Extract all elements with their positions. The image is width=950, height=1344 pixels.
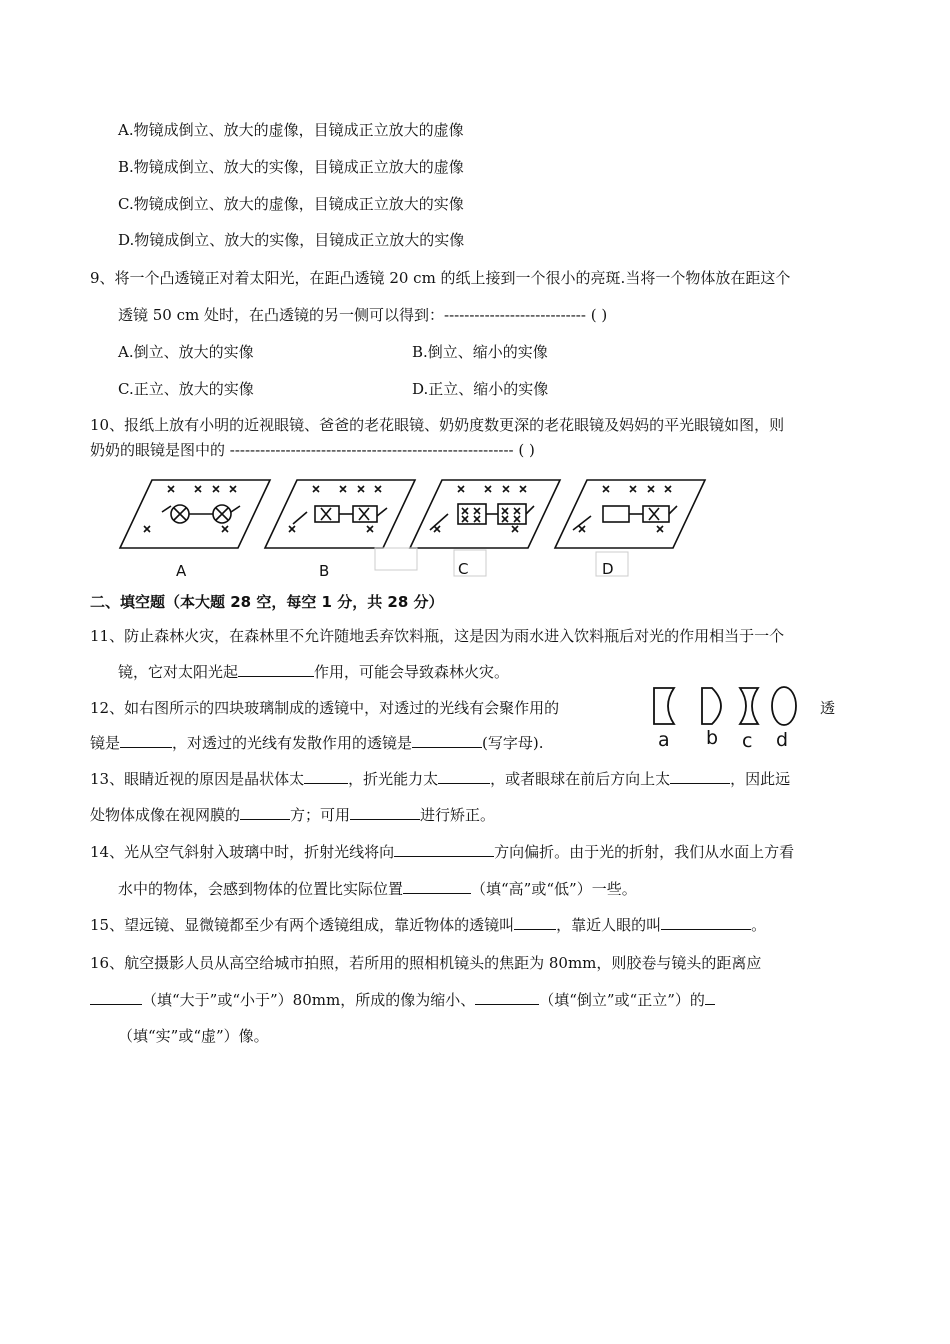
lens-label-b: b — [706, 727, 719, 749]
q9-option-b: B.倒立、缩小的实像 — [412, 343, 548, 361]
q8-option-a: A.物镜成倒立、放大的虚像，目镜成正立放大的虚像 — [118, 121, 464, 139]
q16-stem-line1: 16、航空摄影人员从高空给城市拍照，若所用的照相机镜头的焦距为 80mm，则胶卷与镜头的距离应 — [90, 954, 762, 972]
q13-blank-2[interactable] — [438, 769, 490, 784]
q15-blank-1[interactable] — [514, 915, 556, 930]
q8-option-b: B.物镜成倒立、放大的实像，目镜成正立放大的虚像 — [118, 158, 464, 176]
q11-stem-line2: 镜，它对太阳光起 作用，可能会导致森林火灾。 — [118, 663, 510, 681]
fig-label-c: C — [458, 560, 469, 578]
q16-blank-1[interactable] — [90, 990, 142, 1005]
lens-a-shape — [654, 688, 674, 724]
fig-label-b: B — [319, 562, 330, 580]
panel-c — [410, 480, 560, 548]
q10-stem-line2: 奶奶的眼镜是图中的 -------------------------------------------------------- ( ) — [90, 441, 535, 459]
q9-option-d: D.正立、缩小的实像 — [412, 380, 549, 398]
q11-stem-line1: 11、防止森林火灾，在森林里不允许随地丢弃饮料瓶，这是因为雨水进入饮料瓶后对光的作用相当于一个 — [90, 627, 785, 645]
lens-d-shape — [772, 687, 796, 725]
q13-stem-line2: 处物体成像在视网膜的 方；可用 进行矫正。 — [90, 806, 496, 824]
section-2-heading: 二、填空题（本大题 28 空，每空 1 分，共 28 分） — [90, 593, 444, 611]
q15-stem: 15、望远镜、显微镜都至少有两个透镜组成，靠近物体的透镜叫 ，靠近人眼的叫 。 — [90, 916, 767, 934]
lens-b-shape — [702, 688, 721, 724]
lens-c-shape — [740, 688, 758, 724]
q13-blank-5[interactable] — [350, 805, 420, 820]
q12-stem-line2: 镜是 ，对透过的光线有发散作用的透镜是 (写字母). — [90, 734, 544, 752]
fig-label-d: D — [602, 560, 614, 578]
panel-a — [120, 480, 270, 548]
q9-stem-line2: 透镜 50 cm 处时，在凸透镜的另一侧可以得到：---------------------------- ( ) — [118, 306, 608, 324]
q12-blank-2[interactable] — [412, 733, 482, 748]
glasses-figure — [110, 472, 710, 584]
q8-option-d: D.物镜成倒立、放大的实像，目镜成正立放大的实像 — [118, 231, 465, 249]
q13-stem-line1: 13、眼睛近视的原因是晶状体太 ，折光能力太 ，或者眼球在前后方向上太 ，因此远 — [90, 770, 791, 788]
q16-stem-line3: （填“实”或“虚”）像。 — [118, 1027, 269, 1045]
q12-blank-1[interactable] — [120, 733, 172, 748]
q13-blank-1[interactable] — [304, 769, 348, 784]
q14-blank-1[interactable] — [394, 842, 494, 857]
q9-option-c: C.正立、放大的实像 — [118, 380, 254, 398]
q16-stem-line2: （填“大于”或“小于”）80mm，所成的像为缩小、 （填“倒立”或“正立”）的 — [90, 990, 715, 1010]
q14-stem-line1: 14、光从空气斜射入玻璃中时，折射光线将向 方向偏折。由于光的折射，我们从水面上方看 — [90, 843, 795, 861]
lenses-figure — [646, 684, 806, 752]
q9-stem-line1: 9、将一个凸透镜正对着太阳光，在距凸透镜 20 cm 的纸上接到一个很小的亮斑.当将一个物体放在距这个 — [90, 269, 791, 287]
q15-blank-2[interactable] — [661, 915, 751, 930]
lens-label-a: a — [658, 729, 670, 751]
panel-d — [555, 480, 705, 548]
q14-blank-2[interactable] — [403, 879, 471, 894]
q10-stem-line1: 10、报纸上放有小明的近视眼镜、爸爸的老花眼镜、奶奶度数更深的老花眼镜及妈妈的平光眼镜如图，则 — [90, 416, 785, 434]
fig-label-a: A — [176, 562, 187, 580]
q13-blank-3[interactable] — [670, 769, 730, 784]
lens-label-c: c — [742, 730, 753, 752]
q9-option-a: A.倒立、放大的实像 — [118, 343, 254, 361]
panel-b — [265, 480, 415, 548]
q11-blank-1[interactable] — [238, 662, 314, 677]
q14-stem-line2: 水中的物体，会感到物体的位置比实际位置 （填“高”或“低”）一些。 — [118, 880, 637, 898]
q16-blank-2[interactable] — [475, 990, 539, 1005]
q12-stem-line1: 12、如右图所示的四块玻璃制成的透镜中，对透过的光线有会聚作用的 — [90, 699, 560, 717]
q16-blank-3[interactable] — [705, 990, 715, 1005]
q8-option-c: C.物镜成倒立、放大的虚像，目镜成正立放大的实像 — [118, 195, 464, 213]
q13-blank-4[interactable] — [240, 805, 290, 820]
q12-stem-line1-end: 透 — [820, 699, 836, 717]
lens-label-d: d — [776, 729, 789, 751]
